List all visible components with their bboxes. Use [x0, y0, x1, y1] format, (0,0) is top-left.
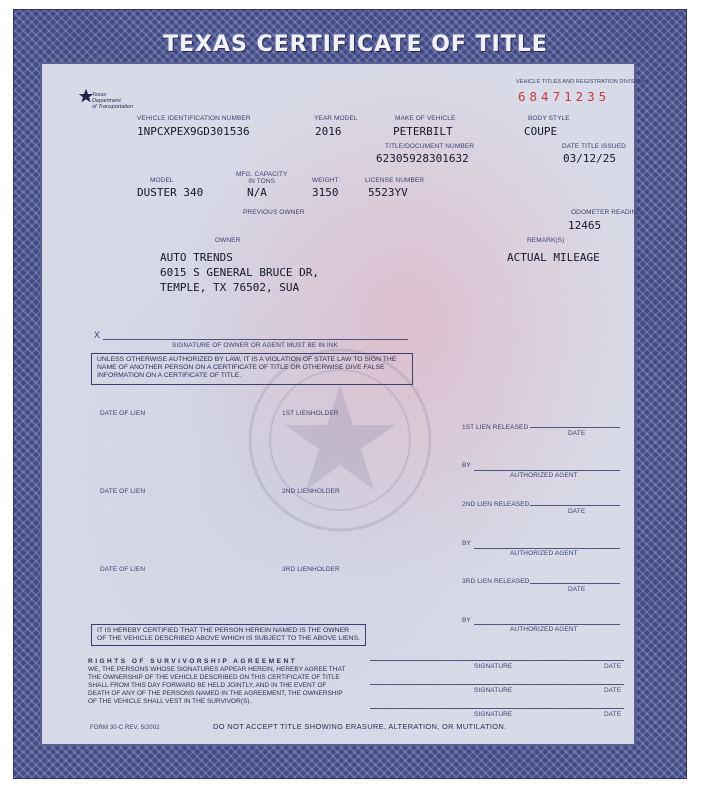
model-label: MODEL	[150, 177, 174, 184]
document-control-number: 68471235	[518, 89, 611, 104]
date-of-lien-3-label: DATE OF LIEN	[100, 566, 146, 573]
signature-x-mark: X	[94, 330, 101, 340]
agency-name: Texas Department of Transportation	[92, 92, 134, 110]
date-issued-value: 03/12/25	[563, 152, 616, 165]
second-lien-released-label: 2ND LIEN RELEASED	[462, 501, 530, 508]
body-style-value: COUPE	[524, 125, 558, 138]
first-by-label: BY	[462, 462, 471, 469]
third-by-label: BY	[462, 617, 471, 624]
third-lien-date-label: DATE	[568, 586, 586, 593]
third-authorized-agent-label: AUTHORIZED AGENT	[510, 626, 578, 633]
false-information-warning: UNLESS OTHERWISE AUTHORIZED BY LAW, IT IS A VIOLATION OF STATE LAW TO SIGN THE NAME OF ANOTHER PERSON ON A CERTIFICATE OF TITLE OR OTHERWISE GIVE FALSE INFORMATION ON A CERTIFICATE OF TITLE.	[91, 353, 413, 385]
first-lien-released-line[interactable]	[530, 427, 620, 428]
vin-value: 1NPCXPEX9GD301536	[137, 125, 250, 138]
first-lien-released-label: 1ST LIEN RELEASED	[462, 424, 529, 431]
body-style-label: BODY STYLE	[528, 115, 570, 122]
weight-value: 3150	[312, 186, 339, 199]
survivorship-text: WE, THE PERSONS WHOSE SIGNATURES APPEAR HEREIN, HEREBY AGREE THAT THE OWNERSHIP OF THE VEHICLE DESCRIBED ON THIS CERTIFICATE OF TITLE SHALL FROM THIS DAY FORWARD BE HELD JOINTLY, AND IN THE EVENT OF DEATH OF ANY OF THE PERSONS NAMED IN THE AGREEMENT, THE OWNERSHIP OF THE VEHICLE SHALL VEST IN THE SURVIVOR(S).	[88, 666, 346, 705]
capacity-label: MFG. CAPACITY IN TONS	[236, 171, 288, 185]
survivor-date-3-label: DATE	[604, 711, 622, 718]
ownership-certification: IT IS HEREBY CERTIFIED THAT THE PERSON HEREIN NAMED IS THE OWNER OF THE VEHICLE DESCRIBED ABOVE WHICH IS SUBJECT TO THE ABOVE LIENS.	[91, 624, 366, 646]
previous-owner-label: PREVIOUS OWNER	[243, 209, 305, 216]
license-value: 5523YV	[368, 186, 408, 199]
second-lien-date-label: DATE	[568, 508, 586, 515]
weight-label: WEIGHT	[312, 177, 339, 184]
third-lien-released-label: 3RD LIEN RELEASED	[462, 578, 530, 585]
footer-notice: DO NOT ACCEPT TITLE SHOWING ERASURE, ALTERATION, OR MUTILATION.	[213, 722, 507, 731]
remarks-value: ACTUAL MILEAGE	[507, 251, 600, 264]
make-label: MAKE OF VEHICLE	[395, 115, 456, 122]
date-issued-label: DATE TITLE ISSUED	[562, 143, 626, 150]
year-label: YEAR MODEL	[314, 115, 358, 122]
survivorship-agreement	[88, 658, 348, 706]
make-value: PETERBILT	[393, 125, 453, 138]
form-number: FORM 30-C REV. 5/2002	[90, 725, 160, 731]
third-lienholder-label: 3RD LIENHOLDER	[282, 566, 340, 573]
second-lienholder-label: 2ND LIENHOLDER	[282, 488, 340, 495]
title-number-value: 62305928301632	[376, 152, 469, 165]
third-lien-released-line[interactable]	[530, 583, 620, 584]
owner-signature-line[interactable]	[103, 339, 408, 340]
owner-address-line-1: 6015 S GENERAL BRUCE DR,	[160, 266, 319, 279]
survivor-date-2-label: DATE	[604, 687, 622, 694]
survivor-signature-line-1[interactable]	[370, 660, 624, 661]
license-label: LICENSE NUMBER	[365, 177, 425, 184]
vin-label: VEHICLE IDENTIFICATION NUMBER	[137, 115, 251, 122]
first-agent-line[interactable]	[474, 470, 620, 471]
division-label: VEHICLE TITLES AND REGISTRATION DIVISION	[516, 79, 645, 85]
owner-name: AUTO TRENDS	[160, 251, 233, 264]
second-agent-line[interactable]	[474, 548, 620, 549]
second-by-label: BY	[462, 540, 471, 547]
date-of-lien-2-label: DATE OF LIEN	[100, 488, 146, 495]
survivorship-heading: RIGHTS OF SURVIVORSHIP AGREEMENT	[88, 658, 298, 665]
owner-signature-label: SIGNATURE OF OWNER OR AGENT MUST BE IN INK	[172, 342, 338, 349]
survivor-signature-1-label: SIGNATURE	[474, 663, 513, 670]
third-agent-line[interactable]	[474, 624, 620, 625]
odometer-value: 12465	[568, 219, 602, 232]
document-title: TEXAS CERTIFICATE OF TITLE	[163, 32, 548, 57]
survivor-signature-line-3[interactable]	[370, 708, 624, 709]
first-authorized-agent-label: AUTHORIZED AGENT	[510, 472, 578, 479]
capacity-value: N/A	[247, 186, 267, 199]
year-value: 2016	[315, 125, 342, 138]
survivor-signature-2-label: SIGNATURE	[474, 687, 513, 694]
survivor-signature-line-2[interactable]	[370, 684, 624, 685]
first-lien-date-label: DATE	[568, 430, 586, 437]
owner-address-line-2: TEMPLE, TX 76502, SUA	[160, 281, 300, 294]
survivor-date-1-label: DATE	[604, 663, 622, 670]
title-number-label: TITLE/DOCUMENT NUMBER	[385, 143, 475, 150]
model-value: DUSTER 340	[137, 186, 204, 199]
first-lienholder-label: 1ST LIENHOLDER	[282, 410, 339, 417]
remarks-label: REMARK(S)	[527, 237, 565, 244]
owner-label: OWNER	[215, 237, 241, 244]
date-of-lien-1-label: DATE OF LIEN	[100, 410, 146, 417]
odometer-label: ODOMETER READING	[571, 209, 642, 216]
survivor-signature-3-label: SIGNATURE	[474, 711, 513, 718]
second-authorized-agent-label: AUTHORIZED AGENT	[510, 550, 578, 557]
second-lien-released-line[interactable]	[530, 505, 620, 506]
